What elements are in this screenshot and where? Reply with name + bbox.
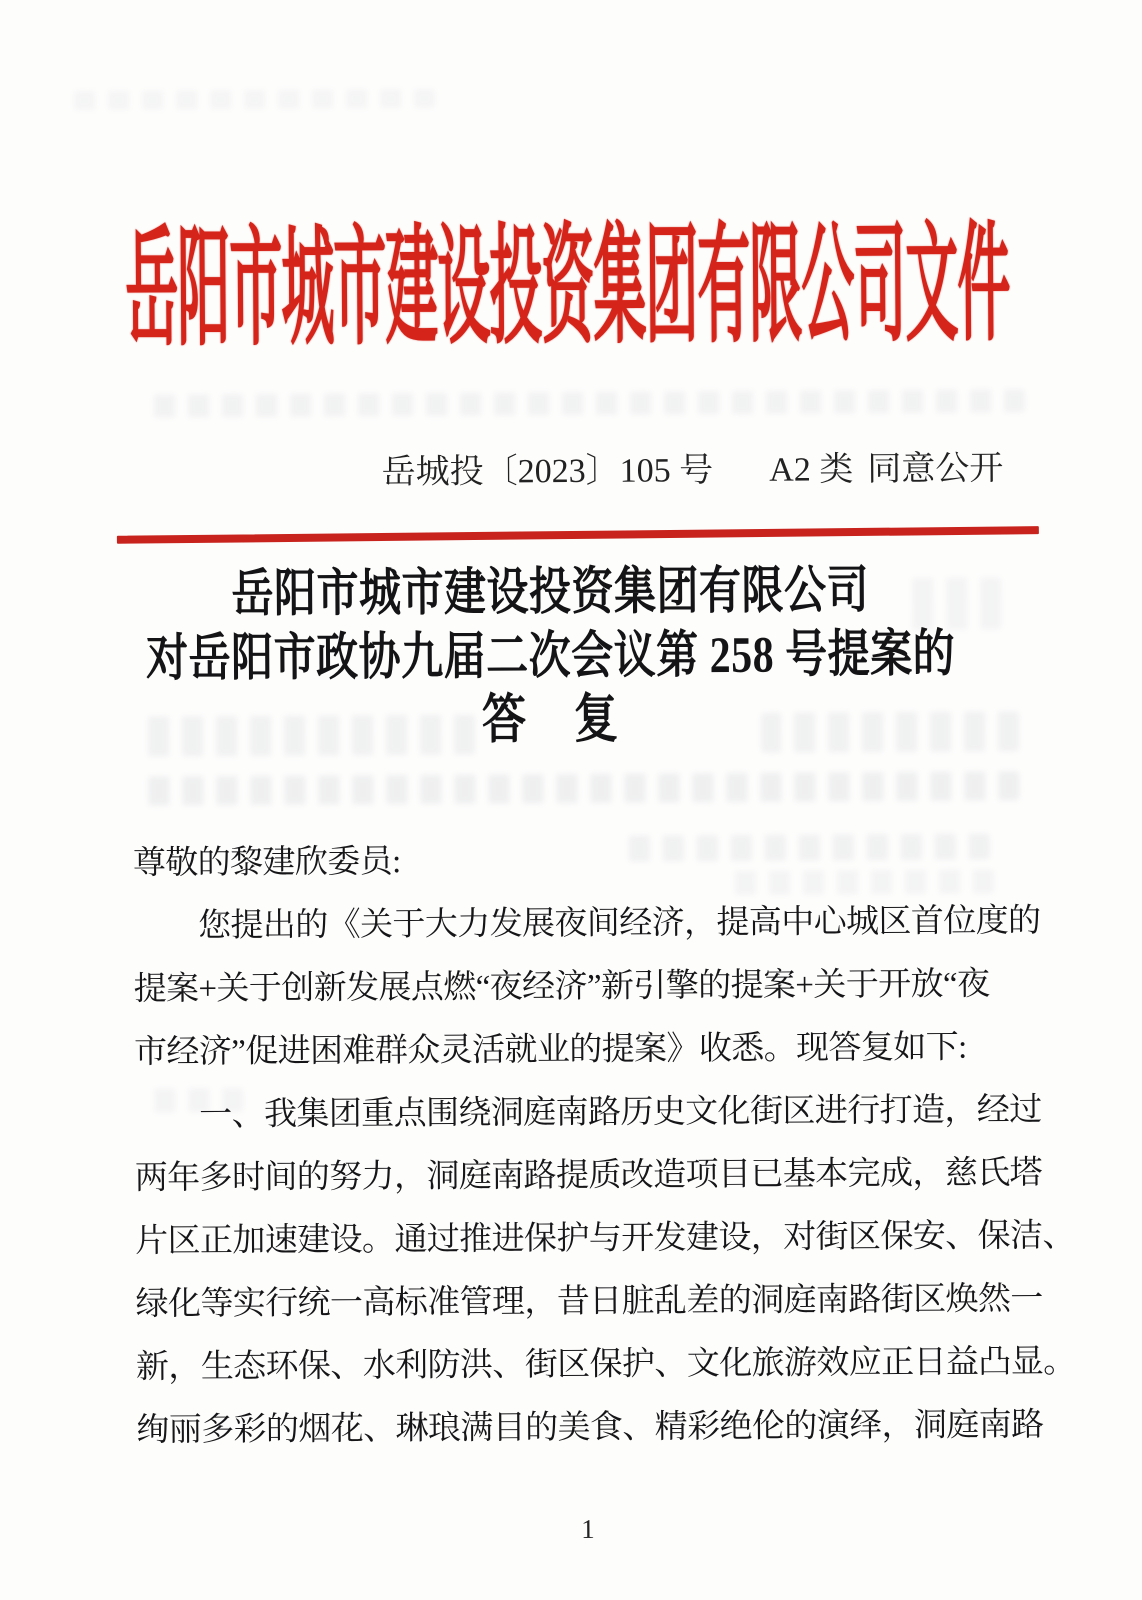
body-line: 市经济”促进困难群众灵活就业的提案》收悉。现答复如下: bbox=[133, 1029, 967, 1071]
doc-title-line-2 bbox=[0, 626, 1122, 688]
bleed-through-artifact bbox=[149, 389, 1025, 417]
doc-title-text: 对岳阳市政协九届二次会议第 258 号提案的 bbox=[145, 626, 956, 688]
doc-title-text: 岳阳市城市建设投资集团有限公司 bbox=[231, 563, 870, 624]
doc-title-line-1 bbox=[0, 562, 1121, 624]
page-number: 1 bbox=[581, 1513, 595, 1544]
bleed-through-artifact bbox=[67, 89, 435, 110]
doc-info-row bbox=[121, 448, 1142, 495]
body-line: 绿化等实行统一高标准管理，昔日脏乱差的洞庭南路街区焕然一 bbox=[135, 1281, 1043, 1323]
body-line: 两年多时间的努力，洞庭南路提质改造项目已基本完成，慈氏塔 bbox=[134, 1155, 1043, 1197]
bleed-through-artifact bbox=[139, 771, 1019, 805]
body-line: 提案+关于创新发展点燃“夜经济”新引擎的提案+关于开放“夜 bbox=[133, 966, 990, 1008]
doc-number: 岳城投〔2023〕105 号 bbox=[381, 452, 714, 492]
body-line: 您提出的《关于大力发展夜间经济，提高中心城区首位度的 bbox=[133, 903, 1041, 945]
red-separator-rule bbox=[117, 526, 1039, 544]
body-line: 片区正加速建设。通过推进保护与开发建设，对街区保安、保洁、 bbox=[135, 1217, 1075, 1260]
body-text-block bbox=[132, 823, 1076, 1458]
doc-info-gap bbox=[713, 451, 769, 491]
body-line: 新，生态环保、水利防洪、街区保护、文化旅游效应正日益凸显。 bbox=[135, 1343, 1076, 1386]
doc-publicity: 同意公开 bbox=[867, 450, 1004, 489]
doc-info-gap bbox=[853, 450, 867, 490]
doc-title-line-3 bbox=[0, 689, 1122, 750]
masthead-title: 岳阳市城市建设投资集团有限公司文件 bbox=[124, 215, 1010, 363]
body-line: 绚丽多彩的烟花、琳琅满目的美食、精彩绝伦的演绎，洞庭南路 bbox=[136, 1407, 1044, 1449]
doc-category: A2 类 bbox=[769, 451, 854, 489]
body-line: 一、我集团重点围绕洞庭南路历史文化街区进行打造，经过 bbox=[134, 1092, 1042, 1134]
doc-title-text: 答 复 bbox=[481, 689, 621, 750]
body-lines bbox=[133, 886, 1076, 1458]
masthead-banner bbox=[0, 215, 1139, 363]
salutation-line: 尊敬的黎建欣委员: bbox=[132, 844, 401, 882]
